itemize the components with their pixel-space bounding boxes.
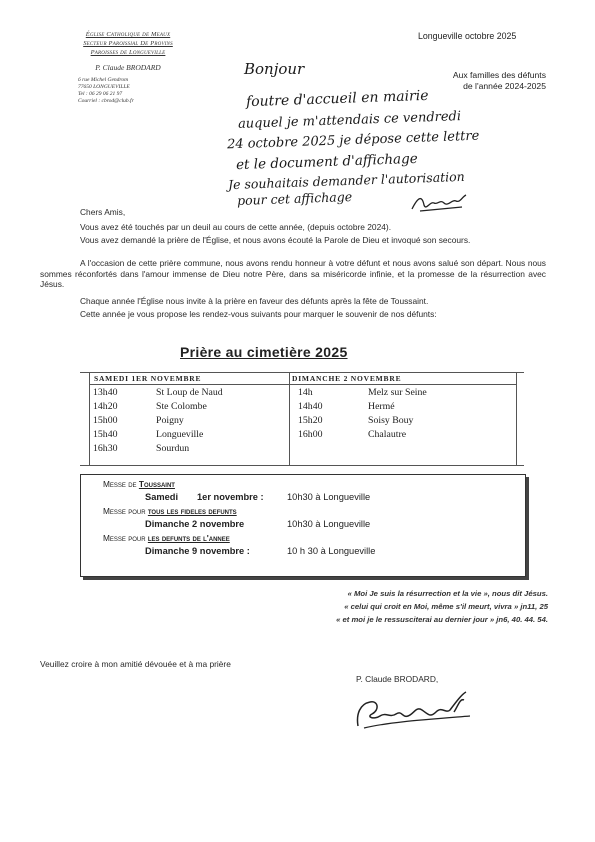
day2-time-4: 16h00 bbox=[298, 429, 323, 440]
mass3-title-name: les defunts de l'annee bbox=[147, 533, 230, 543]
paragraph-1: Vous avez été touchés par un deuil au cours de cette année, (depuis octobre 2024). bbox=[80, 222, 392, 232]
cemetery-schedule bbox=[80, 372, 524, 466]
recipients-line1: Aux familles des défunts bbox=[452, 70, 546, 80]
paragraph-3: A l'occasion de cette prière commune, nous avons rendu honneur à votre défunt et nous avons salué son départ. Nous nous sommes réconfortés dans l'amour immense de Dieu notre Père, dans sa miséricorde infinie, et la promesse de la résurrection avec Jésus. bbox=[40, 258, 546, 290]
recipients bbox=[418, 70, 546, 91]
mass3-day: Dimanche 9 novembre : bbox=[145, 546, 250, 556]
mass2-day: Dimanche 2 novembre bbox=[145, 519, 245, 529]
parish-line3: Paroisses de Longueville bbox=[90, 49, 166, 56]
day2-place-2: Hermé bbox=[368, 401, 395, 412]
recipients-line2: de l'année 2024-2025 bbox=[463, 80, 546, 91]
parish-line2: Secteur Paroissial De Provins bbox=[83, 40, 173, 47]
schedule-title: Prière au cimetière 2025 bbox=[180, 344, 348, 360]
hw-line2: foutre d'accueil en mairie bbox=[245, 87, 429, 111]
mass1-date: 1er novembre : bbox=[197, 492, 264, 502]
quote-1: « Moi Je suis la résurrection et la vie », nous dit Jésus. bbox=[347, 589, 548, 598]
email: Courriel : cbrod@club.fr bbox=[78, 98, 134, 104]
mass3-title bbox=[103, 533, 230, 543]
hw-signature-small bbox=[408, 191, 470, 217]
day2-place-3: Soisy Bouy bbox=[368, 415, 414, 426]
hw-line3: auquel je m'attendais ce vendredi bbox=[237, 109, 462, 132]
day2-place-1: Melz sur Seine bbox=[368, 387, 427, 398]
mass1-title bbox=[103, 479, 175, 489]
salutation: Chers Amis, bbox=[80, 207, 126, 217]
hw-line6: Je souhaitais demander l'autorisation bbox=[227, 168, 465, 193]
mass2-title bbox=[103, 506, 237, 516]
hw-greeting: Bonjour bbox=[244, 60, 305, 78]
day1-place-3: Poigny bbox=[156, 415, 184, 426]
parish-line1: Église Catholique de Meaux bbox=[85, 31, 171, 38]
signature bbox=[350, 688, 482, 734]
day1-place-5: Sourdun bbox=[156, 443, 190, 454]
day1-time-1: 13h40 bbox=[93, 387, 118, 398]
letter-date: Longueville octobre 2025 bbox=[418, 31, 517, 41]
mass2-title-name: tous les fideles defunts bbox=[147, 506, 237, 516]
day1-place-4: Longueville bbox=[156, 429, 204, 440]
day2-place-4: Chalautre bbox=[368, 429, 407, 440]
paragraph-2: Vous avez demandé la prière de l'Église, et nous avons écouté la Parole de Dieu et invoqué son secours. bbox=[80, 235, 471, 245]
mass1-day: Samedi bbox=[145, 492, 179, 502]
day1-time-3: 15h00 bbox=[93, 415, 118, 426]
mass2-title-prefix: Messe pour bbox=[103, 506, 148, 516]
hw-line7: pour cet affichage bbox=[236, 188, 353, 209]
quote-3: « et moi je le ressusciterai au dernier jour » jn6, 40. 44. 54. bbox=[336, 615, 548, 624]
paragraph-4: Chaque année l'Église nous invite à la prière en faveur des défunts après la fête de Toussaint. bbox=[80, 296, 429, 306]
signature-name: P. Claude BRODARD, bbox=[356, 674, 439, 684]
mass1-title-name: Toussaint bbox=[138, 479, 175, 489]
day2-time-2: 14h40 bbox=[298, 401, 323, 412]
day1-time-5: 16h30 bbox=[93, 443, 118, 454]
day2-column bbox=[288, 373, 517, 465]
day1-time-4: 15h40 bbox=[93, 429, 118, 440]
mass1-time: 10h30 à Longueville bbox=[287, 492, 371, 502]
day2-time-1: 14h bbox=[298, 387, 313, 398]
phone: Tel : 06 29 06 21 97 bbox=[78, 91, 123, 97]
day1-header: SAMEDI 1ER NOVEMBRE bbox=[90, 373, 289, 385]
mass3-title-prefix: Messe pour bbox=[103, 533, 148, 543]
quote-2: « celui qui croit en Moi, même s'il meurt, vivra » jn11, 25 bbox=[344, 602, 548, 611]
hw-line5: et le document d'affichage bbox=[235, 150, 418, 174]
paragraph-5: Cette année je vous propose les rendez-vous suivants pour marquer le souvenir de nos défunts: bbox=[80, 309, 437, 319]
parish-address bbox=[38, 77, 218, 105]
address-line1: 6 rue Michel Gendrom bbox=[78, 77, 129, 83]
day1-column bbox=[89, 373, 290, 465]
hw-line4: 24 octobre 2025 je dépose cette lettre bbox=[226, 128, 480, 153]
day2-time-3: 15h20 bbox=[298, 415, 323, 426]
day1-place-2: Ste Colombe bbox=[156, 401, 207, 412]
address-line2: 77650 LONGUEVILLE bbox=[78, 84, 130, 90]
mass3-time: 10 h 30 à Longueville bbox=[287, 546, 376, 556]
closing-text: Veuillez croire à mon amitié dévouée et à ma prière bbox=[40, 659, 231, 669]
parish-header bbox=[38, 30, 218, 105]
masses-box bbox=[80, 474, 526, 577]
day1-time-2: 14h20 bbox=[93, 401, 118, 412]
day2-header: DIMANCHE 2 NOVEMBRE bbox=[288, 373, 516, 385]
day1-place-1: St Loup de Naud bbox=[156, 387, 223, 398]
mass2-time: 10h30 à Longueville bbox=[287, 519, 371, 529]
priest-name: P. Claude BRODARD bbox=[95, 63, 161, 72]
mass1-title-prefix: Messe de bbox=[103, 479, 139, 489]
